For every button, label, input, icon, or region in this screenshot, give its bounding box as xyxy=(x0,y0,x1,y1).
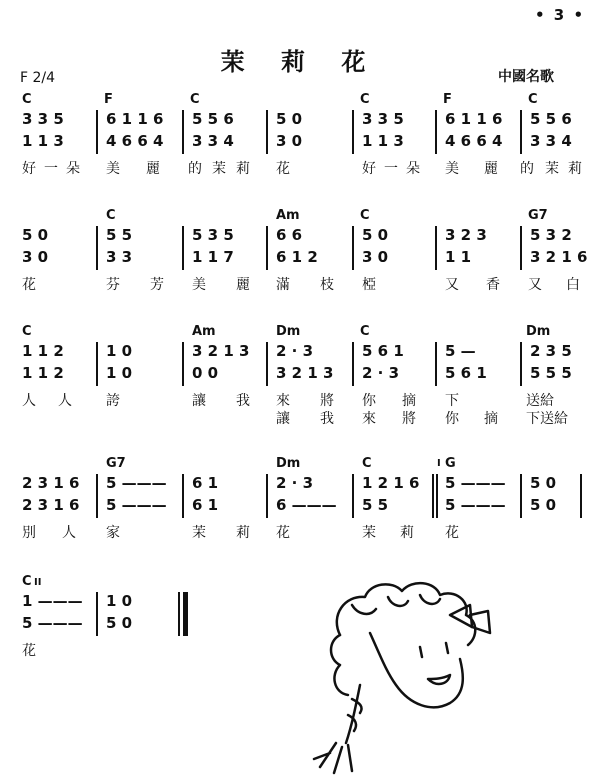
chord-label: Dm xyxy=(276,324,301,339)
lyric-syllable: 家 xyxy=(106,525,120,541)
notation-measure: 5 — xyxy=(445,342,476,360)
lyrics-row xyxy=(0,522,600,542)
notation-measure: 3 2 3 xyxy=(445,226,487,244)
lyric-syllable: 椏 xyxy=(362,277,376,293)
lyric-syllable: 人 xyxy=(62,525,76,541)
harmony-row xyxy=(0,496,600,516)
harmony-row xyxy=(0,132,600,152)
lyric-syllable: 花 xyxy=(22,643,36,659)
lyric-syllable: 又 xyxy=(445,277,459,293)
lyric-syllable: 我 xyxy=(236,393,250,409)
notation-measure: 5 ——— xyxy=(445,474,506,492)
notation-measure: 5 5 xyxy=(362,496,389,514)
notation-measure: 2 3 5 xyxy=(530,342,572,360)
notation-measure: 5 5 6 xyxy=(530,110,572,128)
notation-measure: 0 0 xyxy=(192,364,219,382)
notation-measure: 4 6 6 4 xyxy=(445,132,503,150)
chord-label: Am xyxy=(276,208,300,223)
harmony-row xyxy=(0,364,600,384)
chord-row xyxy=(0,208,600,228)
lyric-syllable: 枝 xyxy=(320,277,334,293)
lyrics-row-second xyxy=(0,408,600,428)
lyric-syllable: 滿 xyxy=(276,277,290,293)
notation-measure: 1 0 xyxy=(106,592,133,610)
lyric-syllable: 莉 xyxy=(236,161,250,177)
bar-line xyxy=(182,226,184,270)
lyric-syllable: 人 xyxy=(58,393,72,409)
lyric-syllable: 我 xyxy=(320,411,334,427)
notation-measure: 5 ——— xyxy=(445,496,506,514)
bar-line xyxy=(520,226,522,270)
notation-measure: 5 0 xyxy=(530,496,557,514)
bar-line xyxy=(352,110,354,154)
lyric-syllable: 好 xyxy=(362,161,376,177)
lyric-syllable: 你 xyxy=(362,393,376,409)
chord-label: C xyxy=(360,92,370,107)
bar-line xyxy=(182,110,184,154)
bar-line xyxy=(435,226,437,270)
lyrics-row xyxy=(0,158,600,178)
lyric-syllable: 摘 xyxy=(402,393,416,409)
chord-row xyxy=(0,456,600,476)
notation-measure: 5 0 xyxy=(362,226,389,244)
bar-line xyxy=(96,474,98,518)
chord-label: C xyxy=(22,324,32,339)
notation-measure: 6 1 2 xyxy=(276,248,318,266)
lyric-syllable: 茉 xyxy=(212,161,226,177)
notation-measure: 1 ——— xyxy=(22,592,83,610)
chord-label: Dm xyxy=(526,324,551,339)
lyric-syllable: 人 xyxy=(22,393,36,409)
notation-measure: 5 0 xyxy=(276,110,303,128)
lyric-syllable: 芬 xyxy=(106,277,120,293)
chord-label: C xyxy=(190,92,200,107)
notation-measure: 1 1 3 xyxy=(362,132,404,150)
chord-label: Am xyxy=(192,324,216,339)
notation-measure: 1 0 xyxy=(106,364,133,382)
notation-measure: 2 · 3 xyxy=(276,474,314,492)
lyric-syllable: 讓 xyxy=(276,411,290,427)
notation-measure: 5 0 xyxy=(530,474,557,492)
notation-measure: 3 0 xyxy=(362,248,389,266)
chord-label: C xyxy=(528,92,538,107)
lyric-syllable: 麗 xyxy=(236,277,250,293)
notation-measure: 5 0 xyxy=(22,226,49,244)
notation-measure: 5 5 5 xyxy=(530,364,572,382)
bar-line xyxy=(352,474,354,518)
chord-row xyxy=(0,324,600,344)
final-bar-line xyxy=(178,592,180,636)
volta-marker: I xyxy=(437,458,441,469)
page-number: • 3 • xyxy=(535,6,586,24)
notation-measure: 1 2 1 6 xyxy=(362,474,420,492)
melody-row xyxy=(0,226,600,246)
lyric-syllable: 朵 xyxy=(66,161,80,177)
bar-line xyxy=(520,342,522,386)
notation-measure: 1 1 3 xyxy=(22,132,64,150)
lyric-syllable: 花 xyxy=(276,161,290,177)
notation-measure: 5 6 1 xyxy=(445,364,487,382)
lyric-syllable: 誇 xyxy=(106,393,120,409)
notation-measure: 2 · 3 xyxy=(362,364,400,382)
bar-line xyxy=(435,342,437,386)
lyric-syllable: 一 xyxy=(44,161,58,177)
lyric-syllable: 來 xyxy=(276,393,290,409)
bar-line xyxy=(580,474,582,518)
lyric-syllable: 花 xyxy=(445,525,459,541)
lyrics-row xyxy=(0,390,600,410)
notation-measure: 1 1 xyxy=(445,248,472,266)
chord-label: F xyxy=(104,92,113,107)
chord-label: C xyxy=(360,324,370,339)
harmony-row xyxy=(0,248,600,268)
bar-line xyxy=(266,226,268,270)
lyric-syllable: 又 xyxy=(528,277,542,293)
lyric-syllable: 美 xyxy=(192,277,206,293)
notation-measure: 5 5 xyxy=(106,226,133,244)
chord-label: C xyxy=(360,208,370,223)
lyric-syllable: 你 xyxy=(445,411,459,427)
notation-measure: 3 0 xyxy=(22,248,49,266)
girl-illustration xyxy=(300,575,590,775)
lyric-syllable: 花 xyxy=(276,525,290,541)
lyric-syllable: 的 xyxy=(520,161,534,177)
lyric-syllable: 莉 xyxy=(400,525,414,541)
chord-label: G xyxy=(445,456,456,471)
notation-measure: 3 2 1 3 xyxy=(192,342,250,360)
chord-label: C xyxy=(106,208,116,223)
lyric-syllable: 麗 xyxy=(484,161,498,177)
notation-measure: 3 0 xyxy=(276,132,303,150)
lyric-syllable: 美 xyxy=(445,161,459,177)
chord-label: Dm xyxy=(276,456,301,471)
repeat-bar-line xyxy=(436,474,438,518)
bar-line xyxy=(182,474,184,518)
lyric-syllable: 白 xyxy=(566,277,580,293)
lyric-syllable: 下送給 xyxy=(526,411,568,427)
chord-label: C xyxy=(362,456,372,471)
lyric-syllable: 一 xyxy=(384,161,398,177)
notation-measure: 2 3 1 6 xyxy=(22,474,80,492)
notation-measure: 5 ——— xyxy=(22,614,83,632)
bar-line xyxy=(266,342,268,386)
bar-line xyxy=(96,226,98,270)
melody-row xyxy=(0,474,600,494)
bar-line xyxy=(352,226,354,270)
notation-measure: 3 3 5 xyxy=(22,110,64,128)
lyric-syllable: 將 xyxy=(402,411,416,427)
notation-measure: 3 3 4 xyxy=(530,132,572,150)
notation-measure: 6 1 xyxy=(192,474,219,492)
lyric-syllable: 香 xyxy=(486,277,500,293)
bar-line xyxy=(182,342,184,386)
lyric-syllable: 莉 xyxy=(236,525,250,541)
notation-measure: 5 ——— xyxy=(106,474,167,492)
lyric-syllable: 茉 xyxy=(362,525,376,541)
notation-measure: 3 2 1 6 xyxy=(530,248,588,266)
notation-measure: 1 1 2 xyxy=(22,364,64,382)
lyric-syllable: 摘 xyxy=(484,411,498,427)
notation-measure: 6 ——— xyxy=(276,496,337,514)
lyric-syllable: 茉 xyxy=(545,161,559,177)
notation-measure: 5 3 5 xyxy=(192,226,234,244)
notation-measure: 6 6 xyxy=(276,226,303,244)
lyrics-row xyxy=(0,274,600,294)
chord-label: F xyxy=(443,92,452,107)
lyric-syllable: 送給 xyxy=(526,393,554,409)
bar-line xyxy=(435,110,437,154)
notation-measure: 6 1 1 6 xyxy=(445,110,503,128)
notation-measure: 5 5 6 xyxy=(192,110,234,128)
lyric-syllable: 讓 xyxy=(192,393,206,409)
notation-measure: 1 1 7 xyxy=(192,248,234,266)
lyric-syllable: 花 xyxy=(22,277,36,293)
notation-measure: 1 1 2 xyxy=(22,342,64,360)
lyric-syllable: 來 xyxy=(362,411,376,427)
repeat-bar-line xyxy=(432,474,434,518)
notation-measure: 5 3 2 xyxy=(530,226,572,244)
key-signature: F 2/4 xyxy=(20,70,56,86)
lyric-syllable: 將 xyxy=(320,393,334,409)
notation-measure: 5 ——— xyxy=(106,496,167,514)
bar-line xyxy=(266,110,268,154)
lyric-syllable: 莉 xyxy=(568,161,582,177)
bar-line xyxy=(352,342,354,386)
notation-measure: 3 2 1 3 xyxy=(276,364,334,382)
lyric-syllable: 別 xyxy=(22,525,36,541)
melody-row xyxy=(0,110,600,130)
song-source: 中國名歌 xyxy=(498,69,554,85)
melody-row xyxy=(0,342,600,362)
lyric-syllable: 美 xyxy=(106,161,120,177)
notation-measure: 1 0 xyxy=(106,342,133,360)
lyric-syllable: 好 xyxy=(22,161,36,177)
notation-measure: 3 3 xyxy=(106,248,133,266)
final-bar-line-thick xyxy=(183,592,188,636)
chord-label: G7 xyxy=(528,208,548,223)
chord-label: G7 xyxy=(106,456,126,471)
notation-measure: 6 1 1 6 xyxy=(106,110,164,128)
lyric-syllable: 下 xyxy=(445,393,459,409)
chord-label: C xyxy=(22,92,32,107)
notation-measure: 6 1 xyxy=(192,496,219,514)
lyric-syllable: 麗 xyxy=(146,161,160,177)
lyric-syllable: 朵 xyxy=(406,161,420,177)
chord-row xyxy=(0,92,600,112)
notation-measure: 2 3 1 6 xyxy=(22,496,80,514)
bar-line xyxy=(520,474,522,518)
notation-measure: 4 6 6 4 xyxy=(106,132,164,150)
bar-line xyxy=(96,592,98,636)
volta-marker: II xyxy=(34,577,42,588)
bar-line xyxy=(96,110,98,154)
song-title: 茉 莉 花 xyxy=(220,47,380,76)
bar-line xyxy=(266,474,268,518)
lyric-syllable: 芳 xyxy=(150,277,164,293)
notation-measure: 3 3 5 xyxy=(362,110,404,128)
bar-line xyxy=(96,342,98,386)
lyric-syllable: 茉 xyxy=(192,525,206,541)
notation-measure: 3 3 4 xyxy=(192,132,234,150)
lyric-syllable: 的 xyxy=(188,161,202,177)
notation-measure: 5 6 1 xyxy=(362,342,404,360)
bar-line xyxy=(520,110,522,154)
notation-measure: 2 · 3 xyxy=(276,342,314,360)
chord-label: C xyxy=(22,574,32,589)
notation-measure: 5 0 xyxy=(106,614,133,632)
